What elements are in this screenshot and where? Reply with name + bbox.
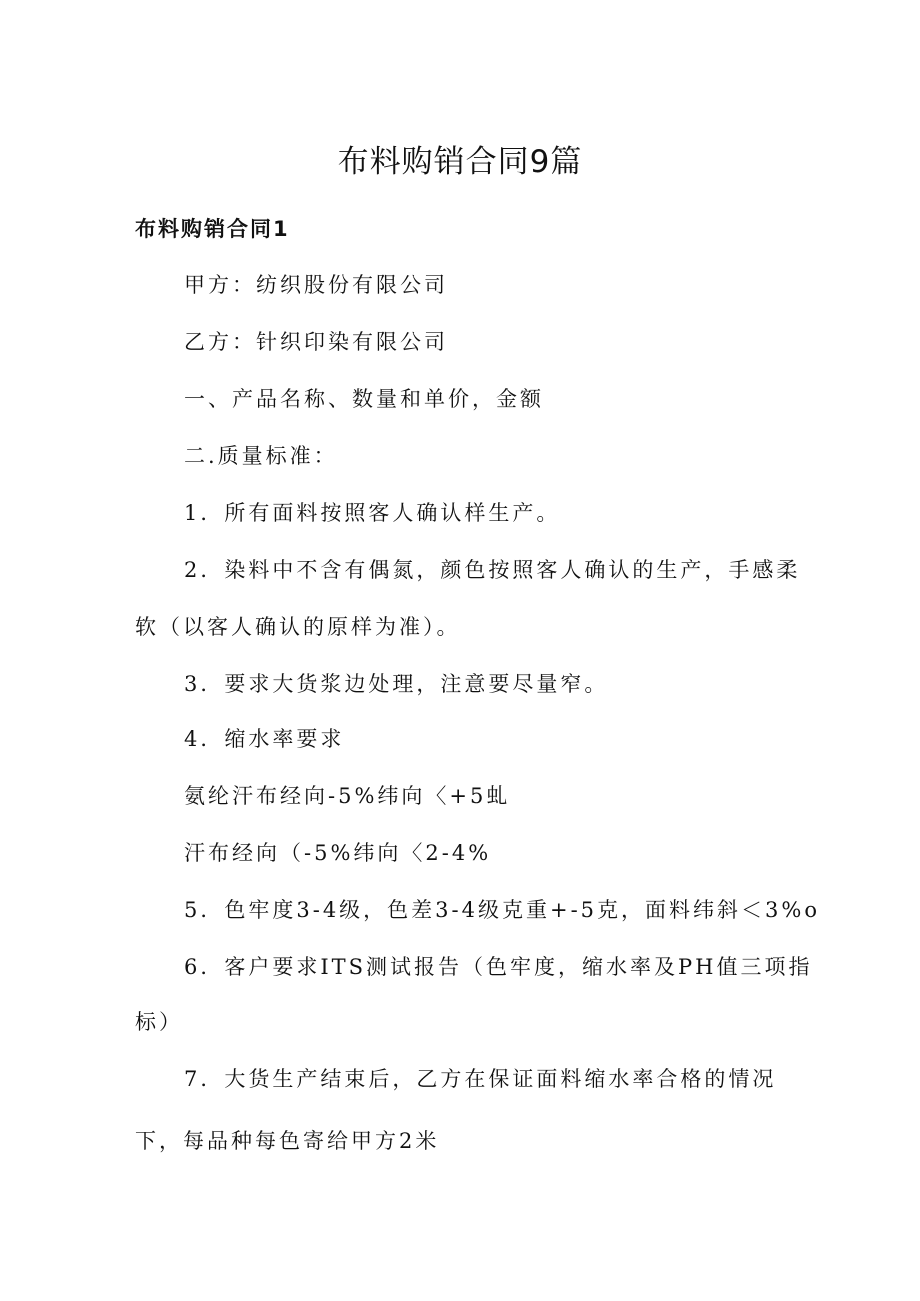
quality-item-6: 6．客户要求ITS测试报告（色牢度，缩水率及PH值三项指 (184, 955, 813, 979)
party-b-line: 乙方：针织印染有限公司 (184, 330, 448, 354)
quality-item-6-continued: 标） (135, 1010, 183, 1034)
document-title: 布料购销合同9篇 (337, 144, 583, 180)
quality-item-2-continued: 软（以客人确认的原样为准）。 (135, 615, 461, 639)
quality-item-7: 7．大货生产结束后，乙方在保证面料缩水率合格的情况 (184, 1067, 777, 1091)
quality-item-3: 3．要求大货浆边处理，注意要尽量窄。 (184, 672, 609, 696)
quality-item-1: 1．所有面料按照客人确认样生产。 (184, 501, 561, 525)
quality-item-5: 5．色牢度3-4级，色差3-4级克重+-5克，面料纬斜＜3%o (184, 898, 821, 922)
party-a-line: 甲方：纺织股份有限公司 (184, 273, 448, 297)
quality-item-4: 4．缩水率要求 (184, 727, 345, 751)
shrinkage-jersey-line: 汗布经向（-5%纬向〈2-4% (184, 841, 492, 865)
quality-item-7-continued: 下，每品种每色寄给甲方2米 (135, 1129, 440, 1153)
clause-2-heading: 二.质量标准： (184, 444, 338, 468)
clause-1-heading: 一、产品名称、数量和单价，金额 (184, 387, 544, 411)
shrinkage-spandex-line: 氨纶汗布经向-5%纬向〈+5虬 (184, 784, 511, 808)
quality-item-2: 2．染料中不含有偶氮，颜色按照客人确认的生产，手感柔 (184, 558, 801, 582)
section-heading: 布料购销合同1 (135, 217, 290, 241)
